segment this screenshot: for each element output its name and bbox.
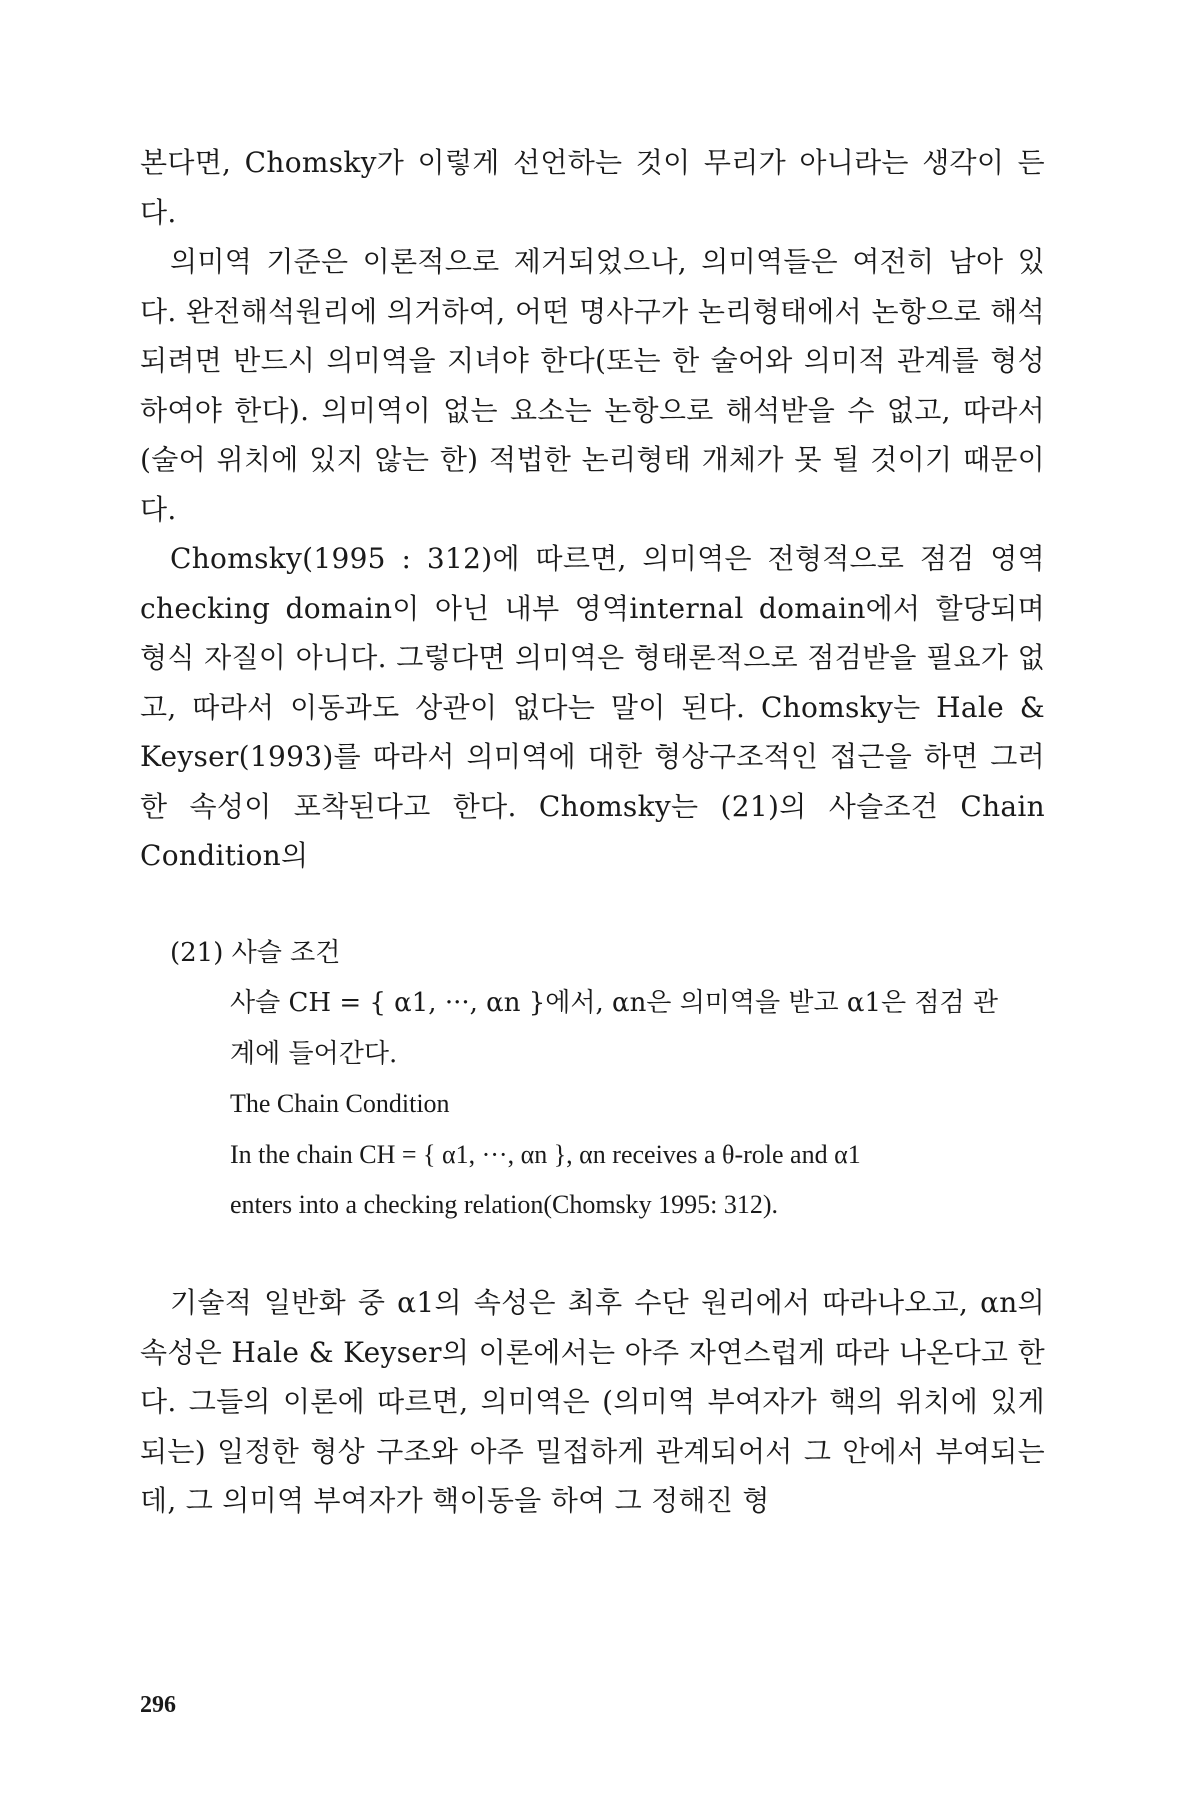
body-text-bottom [140, 1278, 1045, 1526]
example-korean-line-2: 계에 들어간다. [230, 1038, 398, 1069]
example-english-line-2: enters into a checking relation(Chomsky 1995: 312). [230, 1190, 779, 1219]
body-text-top [140, 138, 1045, 881]
example-english-line-1: In the chain CH = { α1, ···, αn }, αn receives a θ-role and α1 [230, 1139, 861, 1169]
example-body [230, 978, 1045, 1231]
paragraph-descriptive-generalization: 기술적 일반화 중 α1의 속성은 최후 수단 원리에서 따라나오고, αn의 속성은 Hale & Keyser의 이론에서는 아주 자연스럽게 따라 나온다고 한다. 그들의 이론에 따르면, 의미역은 (의미역 부여자가 핵의 위치에 있게 되는) 일정한 형상 구조와 아주 밀접하게 관계되어서 그 안에서 부여되는데, 그 의미역 부여자가 핵이동을 하여 그 정해진 형 [140, 1286, 1045, 1517]
paragraph-chomsky-1995: Chomsky(1995 : 312)에 따르면, 의미역은 전형적으로 점검 영역 checking domain이 아닌 내부 영역internal domain에서 할당되며 형식 자질이 아니다. 그렇다면 의미역은 형태론적으로 점검받을 필요가 없고, 따라서 이동과도 상관이 없다는 말이 된다. Chomsky는 Hale & Keyser(1993)를 따라서 의미역에 대한 형상구조적인 접근을 하면 그러한 속성이 포착된다고 한다. Chomsky는 (21)의 사슬조건 Chain Condition의 [140, 542, 1045, 872]
page-number: 296 [140, 1692, 176, 1718]
example-korean-line-1: 사슬 CH = { α1, ···, αn }에서, αn은 의미역을 받고 α1은 점검 관 [230, 988, 999, 1018]
paragraph-continuation: 본다면, Chomsky가 이렇게 선언하는 것이 무리가 아니라는 생각이 든다. [140, 146, 1045, 229]
example-english-title: The Chain Condition [230, 1089, 450, 1118]
example-heading: (21) 사슬 조건 [170, 938, 341, 968]
example-21-chain-condition [170, 928, 1045, 1231]
paragraph-theta-criterion: 의미역 기준은 이론적으로 제거되었으나, 의미역들은 여전히 남아 있다. 완전해석원리에 의거하여, 어떤 명사구가 논리형태에서 논항으로 해석되려면 반드시 의미역을 지녀야 한다(또는 한 술어와 의미적 관계를 형성하여야 한다). 의미역이 없는 요소는 논항으로 해석받을 수 없고, 따라서 (술어 위치에 있지 않는 한) 적법한 논리형태 개체가 못 될 것이기 때문이다. [140, 245, 1045, 526]
